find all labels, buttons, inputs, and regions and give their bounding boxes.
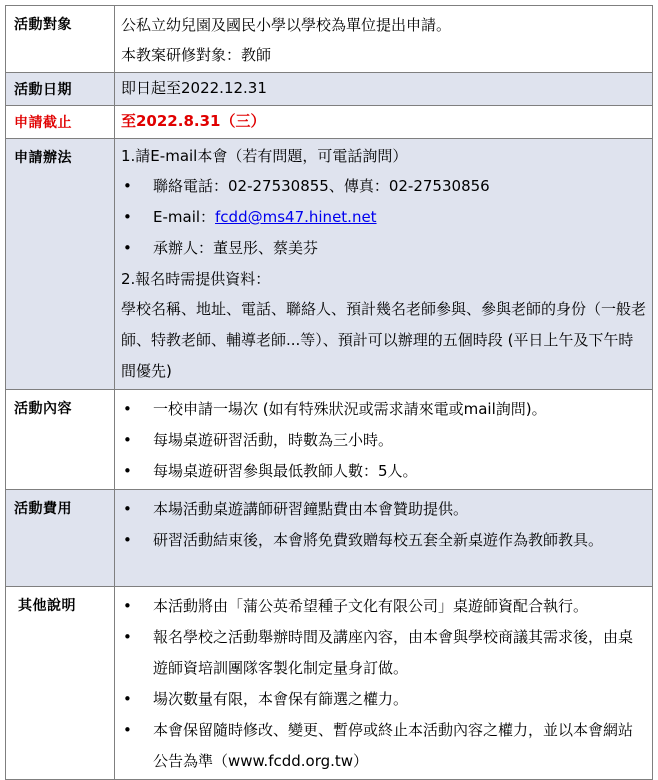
email-link[interactable]: fcdd@ms47.hinet.net — [215, 208, 377, 226]
method-line-2: 2.報名時需提供資料： — [121, 270, 271, 288]
bullet-marker: • — [123, 400, 132, 418]
bullet-marker: • — [123, 500, 132, 518]
content-other — [115, 587, 653, 780]
bullet-marker: • — [123, 721, 132, 739]
bullet-marker: • — [123, 628, 132, 646]
label-deadline: 申請截止 — [6, 106, 115, 139]
label-date: 活動日期 — [6, 73, 115, 106]
bullet-marker: • — [123, 690, 132, 708]
row-fee — [6, 490, 653, 587]
bullet-marker: • — [123, 208, 132, 226]
label-applicant: 活動對象 — [6, 6, 115, 73]
fee-item-text: 研習活動結束後，本會將免費致贈每校五套全新桌遊作為教師教具。 — [153, 531, 604, 549]
method-email-line — [153, 202, 646, 233]
other-item — [121, 715, 646, 777]
applicant-line-1: 公私立幼兒園及國民小學以學校為單位提出申請。 — [121, 16, 452, 34]
content-applicant — [115, 6, 653, 73]
fee-item — [121, 525, 646, 556]
other-item-text: 場次數量有限，本會保有篩選之權力。 — [153, 690, 409, 708]
method-contact: 承辦人：董昱彤、蔡美芬 — [153, 239, 319, 257]
row-date — [6, 73, 653, 106]
activity-info-table — [5, 5, 653, 780]
bullet-marker: • — [123, 431, 132, 449]
bullet-marker: • — [123, 531, 132, 549]
applicant-line-2: 本教案研修對象：教師 — [121, 46, 272, 64]
content-deadline — [115, 106, 653, 139]
content-item — [121, 394, 646, 425]
bullet-marker: • — [123, 177, 132, 195]
label-fee: 活動費用 — [6, 490, 115, 587]
activity-info-table-wrapper — [5, 5, 653, 780]
content-fee — [115, 490, 653, 587]
content-item — [121, 456, 646, 487]
label-other: 其他說明 — [6, 587, 115, 780]
deadline-value: 至2022.8.31（三） — [121, 112, 266, 130]
label-content: 活動內容 — [6, 390, 115, 490]
row-method — [6, 139, 653, 390]
other-item-text: 報名學校之活動舉辦時間及講座內容，由本會與學校商議其需求後，由桌遊師資培訓團隊客製化制定量身訂做。 — [153, 628, 634, 677]
other-item-text: 本活動將由「蒲公英希望種子文化有限公司」桌遊師資配合執行。 — [153, 597, 589, 615]
fee-item — [121, 494, 646, 525]
row-applicant — [6, 6, 653, 73]
content-item — [121, 425, 646, 456]
content-date — [115, 73, 653, 106]
bullet-marker: • — [123, 239, 132, 257]
method-phone: 聯絡電話：02-27530855、傳真：02-27530856 — [153, 177, 490, 195]
row-other — [6, 587, 653, 780]
method-contact-item — [121, 233, 646, 264]
method-line-1: 1.請E-mail本會（若有問題，可電話詢問） — [121, 147, 408, 165]
bullet-marker: • — [123, 597, 132, 615]
fee-item-text: 本場活動桌遊講師研習鐘點費由本會贊助提供。 — [153, 500, 469, 518]
content-item-text: 每場桌遊研習活動，時數為三小時。 — [153, 431, 394, 449]
other-item — [121, 591, 646, 622]
method-details: 學校名稱、地址、電話、聯絡人、預計幾名老師參與、參與老師的身份（一般老師、特教老師、輔導老師...等）、預計可以辦理的五個時段 (平日上午及下午時間優先) — [121, 300, 647, 380]
content-item-text: 一校申請一場次 (如有特殊狀況或需求請來電或mail詢問)。 — [153, 400, 547, 418]
content-item-text: 每場桌遊研習參與最低教師人數：5人。 — [153, 462, 418, 480]
method-phone-item — [121, 171, 646, 202]
row-deadline — [6, 106, 653, 139]
content-method — [115, 139, 653, 390]
label-method: 申請辦法 — [6, 139, 115, 390]
other-item-text: 本會保留隨時修改、變更、暫停或終止本活動內容之權力，並以本會網站公告為準（www.fcdd.org.tw） — [153, 721, 634, 770]
bullet-marker: • — [123, 462, 132, 480]
date-value: 即日起至2022.12.31 — [121, 79, 267, 97]
content-content — [115, 390, 653, 490]
row-content — [6, 390, 653, 490]
other-item — [121, 622, 646, 684]
method-email-item — [121, 202, 646, 233]
email-prefix: E-mail： — [153, 208, 216, 226]
other-item — [121, 684, 646, 715]
